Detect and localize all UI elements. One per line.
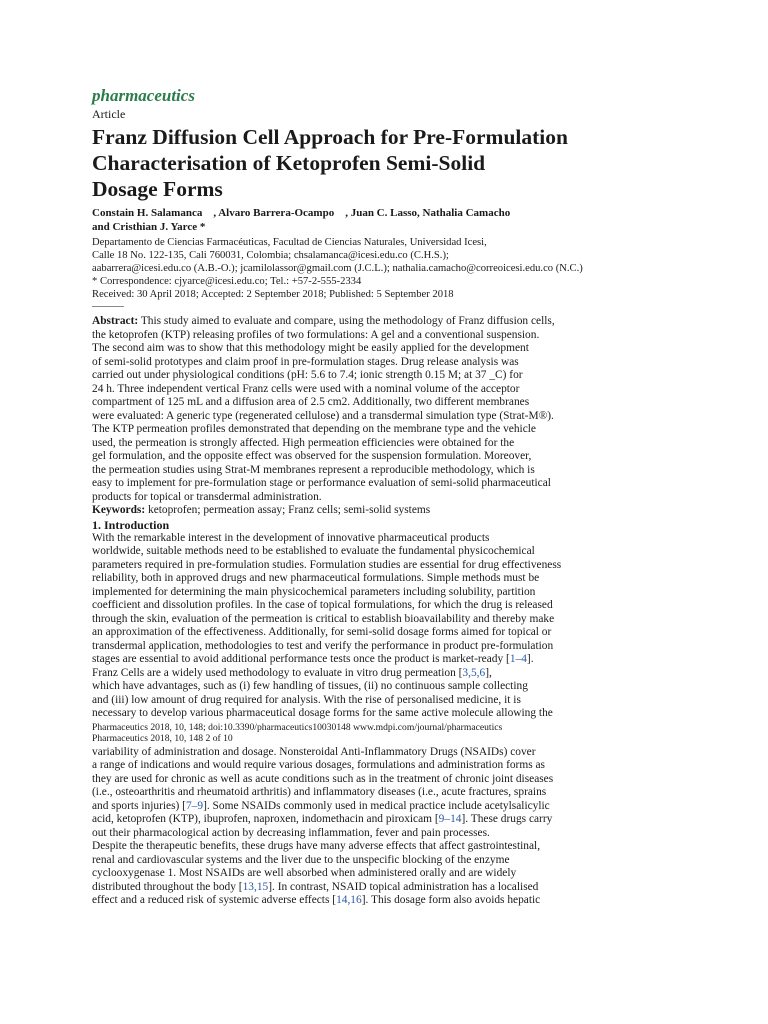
abstract-line: easy to implement for pre-formulation stage or performance evaluation of semi-solid pharmaceutical (92, 477, 551, 489)
title-line: Characterisation of Ketoprofen Semi-Solid (92, 151, 486, 175)
text-segment: cyclooxygenase 1. Most NSAIDs are well absorbed when administered orally and are widely (92, 867, 517, 879)
journal-name: pharmaceutics (92, 86, 195, 105)
text-segment: effect and a reduced risk of systemic adverse effects [ (92, 894, 337, 906)
text-line (92, 599, 632, 613)
text-line (92, 640, 632, 654)
text-line (92, 813, 632, 827)
text-segment: coefficient and dissolution profiles. In the case of topical formulations, for which the drug is released (92, 599, 553, 611)
abstract-line: gel formulation, and the opposite effect was observed for the suspension formulation. Moreover, (92, 450, 532, 462)
correspondence-line: * Correspondence: cjyarce@icesi.edu.co; Tel.: +57-2-555-2334 (92, 276, 362, 287)
text-segment: which have advantages, such as (i) few handling of tissues, (ii) no continuous sample collecting (92, 680, 528, 692)
dates-line: Received: 30 April 2018; Accepted: 2 September 2018; Published: 5 September 2018 (92, 289, 454, 300)
text-segment: a range of indications and would require various dosages, formulations and administration forms as (92, 759, 545, 771)
text-segment: ]. Some NSAIDs commonly used in medical practice include acetylsalicylic (203, 799, 550, 812)
text-segment: an approximation of the effectiveness. Additionally, for semi-solid dosage forms aimed for topical or (92, 626, 552, 638)
text-segment: worldwide, suitable methods need to be established to evaluate the fundamental physicochemical (92, 545, 535, 557)
text-line (92, 667, 632, 681)
text-line (92, 626, 632, 640)
text-segment: Despite the therapeutic benefits, these drugs have many adverse effects that affect gastrointestinal, (92, 840, 541, 852)
abstract-line: of semi-solid prototypes and claim proof in pre-formulation stages. Drug release analysis was (92, 355, 519, 368)
text-segment: transdermal application, methodologies to test and verify the performance in product pre-formulation (92, 639, 554, 652)
abstract-line: the permeation studies using Strat-M membranes represent a reproducible methodology, which is (92, 463, 535, 476)
affiliation-line: Departamento de Ciencias Farmacéuticas, Facultad de Ciencias Naturales, Universidad Icesi, (92, 237, 487, 248)
abstract-line: carried out under physiological conditions (pH: 5.6 to 7.4; ionic strength 0.15 M; at 37 _C) for (92, 369, 523, 381)
text-line (92, 827, 632, 841)
text-line (92, 545, 632, 559)
text-line (92, 773, 632, 787)
citation-link[interactable]: 13,15 (242, 880, 269, 893)
text-line (92, 867, 632, 881)
text-segment: distributed throughout the body [ (92, 880, 243, 893)
text-line (92, 746, 632, 760)
text-segment: and (iii) low amount of drug required for analysis. With the rise of personalised medicine, it is (92, 693, 521, 706)
abstract-line: Abstract: This study aimed to evaluate and compare, using the methodology of Franz diffusion cells, (92, 315, 555, 327)
text-segment: ]. In contrast, NSAID topical administration has a localised (268, 880, 539, 893)
text-line (92, 694, 632, 708)
citation-link[interactable]: 14,16 (336, 894, 362, 906)
text-segment: out their pharmacological action by decreasing inflammation, fever and pain processes. (92, 826, 490, 839)
article-title (92, 124, 632, 202)
abstract-line: The second aim was to show that this methodology might be easily applied for the development (92, 342, 529, 354)
citation-link[interactable]: 9–14 (438, 813, 462, 825)
text-line (92, 572, 632, 586)
abstract-line: the ketoprofen (KTP) releasing profiles of two formulations: A gel and a conventional suspension. (92, 328, 540, 341)
text-segment: and sports injuries) [ (92, 799, 186, 812)
keywords (92, 504, 632, 518)
text-segment: Franz Cells are a widely used methodology to evaluate in vitro drug permeation [ (92, 666, 463, 679)
text-segment: through the skin, evaluation of the permeation is critical to establish bioavailability and thereby make (92, 612, 555, 625)
text-segment: necessary to develop various pharmaceutical dosage forms for the same active molecule allowing the (92, 707, 553, 719)
text-line (92, 613, 632, 627)
abstract-line: 24 h. Three independent vertical Franz cells were used with a nominal volume of the acceptor (92, 382, 520, 395)
text-segment: stages are essential to avoid additional performance tests once the product is market-ready [ (92, 653, 510, 665)
separator: ——— (92, 301, 124, 312)
abstract-line: were evaluated: A generic type (regenerated cellulose) and a transdermal simulation type (Strat-M®). (92, 409, 554, 422)
citation-link[interactable]: 7–9 (185, 799, 204, 812)
text-line (92, 586, 632, 600)
author-line: and Cristhian J. Yarce * (92, 221, 206, 233)
text-line (92, 680, 632, 694)
text-segment: renal and cardiovascular systems and the liver due to the unspecific blocking of the enzyme (92, 853, 510, 866)
text-segment: implemented for determining the main physicochemical parameters including solubility, partition (92, 585, 536, 598)
text-line (92, 881, 632, 895)
affiliation-line: Calle 18 No. 122-135, Cali 760031, Colombia; chsalamanca@icesi.edu.co (C.H.S.); (92, 250, 449, 261)
author-line: Constain H. Salamanca , Alvaro Barrera-Ocampo , Juan C. Lasso, Nathalia Camacho (92, 207, 511, 219)
text-segment: they are used for chronic as well as acute conditions such as in the treatment of chronic joint diseases (92, 772, 554, 785)
text-line (92, 800, 632, 814)
footer-citation: Pharmaceutics 2018, 10, 148; doi:10.3390/pharmaceutics10030148 www.mdpi.com/journal/pharmaceutics (92, 721, 503, 733)
text-segment: (i.e., osteoarthritis and rheumatoid arthritis) and inflammatory diseases (i.e., acute fractures, sprains (92, 786, 547, 798)
keywords-text: ketoprofen; permeation assay; Franz cells; semi-solid systems (145, 504, 431, 516)
text-line (92, 854, 632, 868)
page2-body (92, 746, 632, 908)
abstract-line: The KTP permeation profiles demonstrated that depending on the membrane type and the vehicle (92, 423, 536, 435)
text-line (92, 894, 632, 908)
introduction-body (92, 532, 632, 721)
page-content (92, 86, 632, 908)
page-footer (92, 722, 632, 744)
title-line: Franz Diffusion Cell Approach for Pre-Formulation (92, 125, 568, 149)
section-heading-introduction: 1. Introduction (92, 517, 170, 532)
text-line (92, 759, 632, 773)
abstract-line: compartment of 125 mL and a diffusion area of 2.5 cm2. Additionally, two different membranes (92, 396, 530, 408)
text-segment: parameters required in pre-formulation studies. Formulation studies are essential for drug effectiveness (92, 558, 562, 571)
text-line (92, 707, 632, 721)
article-type: Article (92, 107, 126, 121)
abstract-label: Abstract: (92, 315, 139, 327)
title-line: Dosage Forms (92, 177, 223, 201)
text-segment: ]. These drugs carry (461, 813, 553, 825)
abstract-line: used, the permeation is strongly affected. High permeation efficiencies were obtained for the (92, 436, 515, 449)
text-segment: variability of administration and dosage. Nonsteroidal Anti-Inflammatory Drugs (NSAIDs) cover (92, 745, 536, 758)
text-segment: ]. (526, 653, 534, 665)
text-segment: reliability, both in approved drugs and new pharmaceutical formulations. Simple methods must be (92, 572, 540, 584)
text-line (92, 532, 632, 546)
affiliation-line: aabarrera@icesi.edu.co (A.B.-O.); jcamilolassor@gmail.com (J.C.L.); nathalia.camacho@correoicesi.edu.co (N.C.) (92, 263, 583, 274)
abstract-line: products for topical or transdermal administration. (92, 490, 322, 503)
text-line (92, 786, 632, 800)
text-line (92, 559, 632, 573)
text-segment: acid, ketoprofen (KTP), ibuprofen, naproxen, indomethacin and piroxicam [ (92, 813, 439, 825)
affiliations (92, 236, 632, 301)
keywords-label: Keywords: (92, 504, 146, 516)
citation-link[interactable]: 1–4 (509, 653, 527, 665)
text-line (92, 840, 632, 854)
text-line (92, 653, 632, 667)
citation-link[interactable]: 3,5,6 (462, 666, 486, 679)
text-segment: With the remarkable interest in the development of innovative pharmaceutical products (92, 531, 490, 544)
text-segment: ]. This dosage form also avoids hepatic (361, 894, 541, 906)
text-segment: ], (485, 666, 492, 679)
page-header-2: Pharmaceutics 2018, 10, 148 2 of 10 (92, 732, 233, 744)
abstract (92, 315, 632, 504)
